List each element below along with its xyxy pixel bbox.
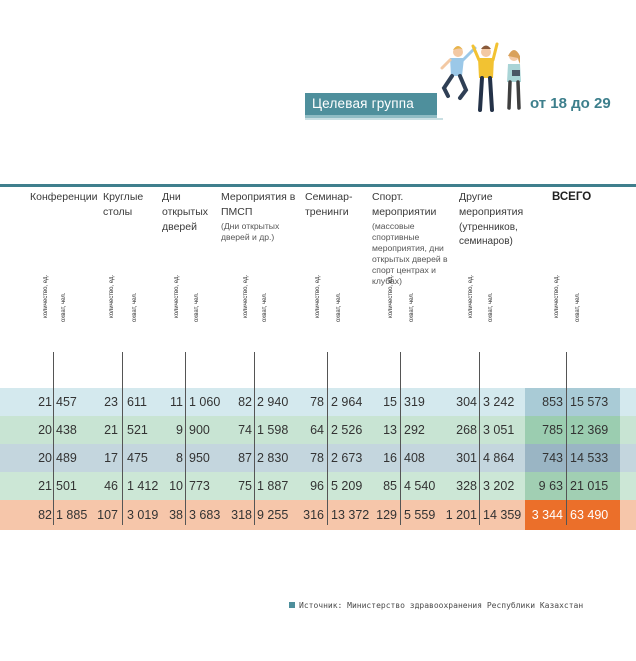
count-cell: 328: [456, 479, 477, 493]
count-subheader: количество, ед.: [43, 274, 49, 318]
column-separator: [327, 352, 328, 525]
coverage-subheader: охват, чел.: [336, 292, 342, 322]
category-label: Круглые столы: [103, 191, 144, 218]
count-cell: 38: [169, 508, 183, 522]
table-top-rule: [0, 184, 636, 187]
category-phc-events: [221, 190, 299, 243]
count-cell: 20: [38, 451, 52, 465]
count-cell: 318: [231, 508, 252, 522]
count-subheader: количество, ед.: [554, 274, 560, 318]
footer-square-icon: [289, 602, 295, 608]
table-row: [0, 444, 636, 472]
count-cell: 21: [104, 423, 118, 437]
column-separator: [185, 352, 186, 525]
category-label: Другие мероприятия: [459, 191, 524, 218]
coverage-cell: 1 887: [257, 479, 289, 493]
count-cell: 9: [176, 423, 183, 437]
target-group-label: Целевая группа: [312, 96, 414, 111]
table-row: [0, 472, 636, 500]
count-subheader: количество, ед.: [109, 274, 115, 318]
coverage-cell: 611: [127, 395, 147, 409]
count-cell: 16: [383, 451, 397, 465]
coverage-cell: 900: [189, 423, 210, 437]
coverage-cell: 3 683: [189, 508, 221, 522]
count-cell: 87: [238, 451, 252, 465]
coverage-cell: 2 964: [331, 395, 363, 409]
coverage-cell: 501: [56, 479, 77, 493]
coverage-cell: 5 559: [404, 508, 436, 522]
count-cell: 85: [383, 479, 397, 493]
coverage-cell: 1 885: [56, 508, 88, 522]
category-label: Спорт. мероприятии: [372, 191, 437, 218]
young-people-illustration: [434, 40, 534, 114]
count-cell: 21: [38, 395, 52, 409]
coverage-subheader: охват, чел.: [194, 292, 200, 322]
table-row: [0, 388, 636, 416]
count-subheader: количество, ед.: [243, 274, 249, 318]
count-cell: 9 63: [538, 479, 563, 493]
column-separator: [479, 352, 480, 525]
count-cell: 304: [456, 395, 477, 409]
coverage-cell: 1 060: [189, 395, 221, 409]
coverage-cell: 14 359: [483, 508, 522, 522]
coverage-cell: 12 369: [570, 423, 609, 437]
coverage-cell: 2 526: [331, 423, 363, 437]
count-cell: 17: [104, 451, 118, 465]
coverage-cell: 3 242: [483, 395, 515, 409]
count-cell: 13: [383, 423, 397, 437]
coverage-subheader: охват, чел.: [575, 292, 581, 322]
coverage-cell: 292: [404, 423, 425, 437]
coverage-cell: 5 209: [331, 479, 363, 493]
coverage-cell: 319: [404, 395, 425, 409]
category-label: ВСЕГО: [552, 191, 592, 203]
count-cell: 10: [169, 479, 183, 493]
count-cell: 82: [38, 508, 52, 522]
coverage-cell: 438: [56, 423, 77, 437]
count-cell: 74: [238, 423, 252, 437]
category-label: Конференции: [30, 191, 98, 203]
count-cell: 75: [238, 479, 252, 493]
category-label: Мероприятия в ПМСП: [221, 191, 296, 218]
count-cell: 15: [383, 395, 397, 409]
count-cell: 107: [97, 508, 118, 522]
column-separator: [254, 352, 255, 525]
count-cell: 21: [38, 479, 52, 493]
coverage-cell: 3 202: [483, 479, 515, 493]
category-other-events: [459, 190, 531, 249]
coverage-cell: 521: [127, 423, 148, 437]
count-cell: 853: [542, 395, 563, 409]
count-subheader: количество, ед.: [174, 274, 180, 318]
coverage-cell: 489: [56, 451, 77, 465]
table-row: [0, 416, 636, 444]
count-cell: 46: [104, 479, 118, 493]
coverage-cell: 408: [404, 451, 425, 465]
coverage-cell: 2 830: [257, 451, 289, 465]
column-separator: [566, 352, 567, 525]
column-separator: [53, 352, 54, 525]
count-cell: 23: [104, 395, 118, 409]
coverage-cell: 15 573: [570, 395, 609, 409]
count-cell: 78: [310, 395, 324, 409]
coverage-cell: 9 255: [257, 508, 289, 522]
coverage-cell: 14 533: [570, 451, 609, 465]
category-label: Семинар-тренинги: [305, 191, 353, 218]
coverage-cell: 3 051: [483, 423, 515, 437]
coverage-subheader: охват, чел.: [409, 292, 415, 322]
age-range: от 18 до 29: [530, 95, 611, 112]
category-seminar-trainings: [305, 190, 363, 220]
coverage-cell: 3 019: [127, 508, 159, 522]
count-cell: 11: [170, 395, 183, 409]
coverage-cell: 1 412: [127, 479, 159, 493]
count-cell: 785: [542, 423, 563, 437]
table-row: [0, 500, 636, 530]
category-note: (массовые спортивные мероприятия, дни открытых дверей в спорт центрах и клубах): [372, 221, 448, 286]
count-cell: 8: [176, 451, 183, 465]
count-subheader: количество, ед.: [468, 274, 474, 318]
coverage-subheader: охват, чел.: [262, 292, 268, 322]
count-cell: 316: [303, 508, 324, 522]
coverage-cell: 773: [189, 479, 210, 493]
count-cell: 268: [456, 423, 477, 437]
count-cell: 64: [310, 423, 324, 437]
count-cell: 82: [238, 395, 252, 409]
coverage-cell: 13 372: [331, 508, 370, 522]
category-round-tables: [103, 190, 153, 220]
count-cell: 96: [310, 479, 324, 493]
coverage-cell: 21 015: [570, 479, 609, 493]
coverage-cell: 2 940: [257, 395, 289, 409]
coverage-cell: 63 490: [570, 508, 609, 522]
category-open-days: [162, 190, 210, 235]
count-cell: 743: [542, 451, 563, 465]
banner-underline: [305, 118, 443, 120]
category-label: Дни открытых дверей: [162, 191, 209, 233]
coverage-cell: 4 540: [404, 479, 436, 493]
count-cell: 1 201: [445, 508, 477, 522]
column-separator: [122, 352, 123, 525]
count-cell: 301: [456, 451, 477, 465]
coverage-cell: 457: [56, 395, 77, 409]
source-footer: [289, 601, 583, 610]
coverage-cell: 475: [127, 451, 148, 465]
count-subheader: количество, ед.: [388, 274, 394, 318]
category-total: [552, 190, 602, 205]
column-separator: [400, 352, 401, 525]
coverage-cell: 1 598: [257, 423, 289, 437]
coverage-subheader: охват, чел.: [61, 292, 67, 322]
coverage-cell: 950: [189, 451, 210, 465]
coverage-subheader: охват, чел.: [132, 292, 138, 322]
coverage-cell: 4 864: [483, 451, 515, 465]
category-note: (утренников, семинаров): [459, 222, 518, 247]
count-cell: 3 344: [531, 508, 563, 522]
coverage-cell: 2 673: [331, 451, 363, 465]
category-conferences: [30, 190, 100, 205]
count-cell: 129: [376, 508, 397, 522]
count-cell: 78: [310, 451, 324, 465]
source-text: Источник: Министерство здравоохранения Республики Казахстан: [299, 601, 584, 610]
category-note: (Дни открытых дверей и др.): [221, 221, 280, 242]
coverage-subheader: охват, чел.: [488, 292, 494, 322]
category-sport-events: [372, 190, 448, 287]
count-cell: 20: [38, 423, 52, 437]
count-subheader: количество, ед.: [315, 274, 321, 318]
